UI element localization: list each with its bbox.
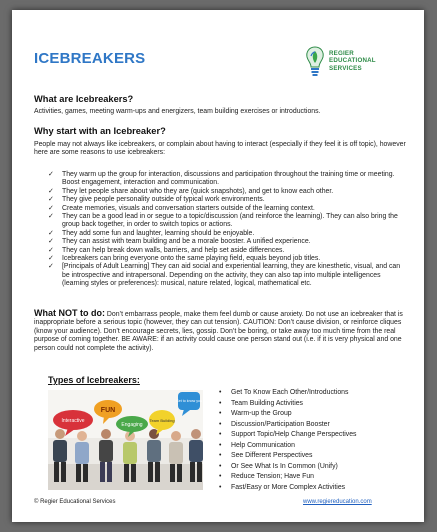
bullet-icon: • — [219, 399, 222, 407]
type-item: • Or See What Is In Common (Unify) — [219, 462, 357, 473]
what-body: Activities, games, meeting warm-ups and energizers, team building exercises or introductions. — [34, 108, 321, 115]
type-item: • Fast/Easy or More Complex Activities — [219, 483, 357, 494]
type-item: • Warm-up the Group — [219, 409, 357, 420]
bullet-icon: • — [219, 483, 222, 491]
website-link[interactable]: www.regiereducation.com — [303, 499, 372, 505]
checkmark-icon: ✓ — [48, 187, 54, 195]
copyright-text: © Regier Educational Services — [34, 499, 116, 505]
reason-item: ✓ Icebreakers can bring everyone onto the same playing field, equals beyond job titles. — [48, 255, 321, 263]
type-item: • Discussion/Participation Booster — [219, 420, 357, 431]
reason-item: ✓ They can help break down walls, barriers, and help set aside differences. — [48, 246, 285, 254]
reasons-list — [46, 171, 402, 289]
bullet-icon: • — [219, 462, 222, 470]
reason-item: ✓ [Principals of Adult Learning] They can aid social and experiential learning, they are kinesthetic, visual, and can be introspective and intrapersonal. Depending on the activity, they can also tap into multiple intelligences (learning styles or preferences): musical, nature related, logical, mathematical etc. — [48, 263, 401, 288]
document-page — [12, 10, 424, 522]
reason-item: ✓ They let people share about who they are (quick snapshots), and get to know each other. — [48, 187, 334, 195]
bullet-icon: • — [219, 431, 222, 438]
what-not-body: Don’t embarrass people, make them feel dumb or cause anxiety. Do not use an icebreaker that is inappropriate before a serious topic (however, they can cut tension). CAUTION: Don’t cause division, or reinforce cliques (know your audience). Don’t encourage secrets, lies, gossip. Don’t be boring, or take away too much time from the real purpose of coming together. BE AWARE: if an activity could cause one person stand out (i.e. if it is very physical and one person could not complete the activity). — [34, 311, 403, 352]
reason-item: ✓ They can assist with team building and be a morale booster. A unified experience. — [48, 238, 311, 246]
checkmark-icon: ✓ — [48, 255, 54, 263]
bullet-icon: • — [219, 420, 222, 428]
checkmark-icon: ✓ — [48, 213, 54, 221]
type-item: • Support Topic/Help Change Perspectives — [219, 430, 357, 441]
reason-item: ✓ Create memories, visuals and conversation starters outside of the learning context. — [48, 204, 315, 212]
page-title: ICEBREAKERS — [34, 50, 146, 67]
svg-text:Interactive: Interactive — [61, 418, 85, 424]
logo-line-1: REGIER — [329, 50, 354, 57]
what-heading: What are Icebreakers? — [34, 94, 134, 104]
what-not-heading: What NOT to do: — [34, 308, 105, 318]
type-item: • Reduce Tension; Have Fun — [219, 472, 357, 483]
why-intro: People may not always like icebreakers, or complain about having to interact (especially if they feel it is off topic), however here are some reasons to use icebreakers: — [34, 141, 406, 157]
what-not-paragraph — [34, 309, 406, 353]
reason-item: ✓ They can be a good lead in or segue to a topic/discussion (and reinforce the learning). They can also bring the group back together, in order to switch topics or actions. — [48, 213, 398, 229]
bullet-icon: • — [219, 389, 222, 396]
logo-wordmark — [329, 50, 376, 72]
logo-line-2: EDUCATIONAL — [329, 57, 376, 65]
bullet-icon: • — [219, 473, 222, 480]
reason-item: ✓ They warm up the group for interaction, discussions and participation throughout the training time or meeting. Boost engagement, interaction and communication. — [48, 171, 395, 187]
team-meeting-photo — [48, 390, 203, 490]
types-list — [219, 388, 357, 493]
svg-text:FUN: FUN — [100, 407, 116, 414]
type-item: • Team Building Activities — [219, 399, 357, 410]
checkmark-icon: ✓ — [48, 196, 54, 204]
svg-text:Get to know you: Get to know you — [176, 399, 202, 403]
lightbulb-logo-icon — [305, 45, 325, 81]
bullet-icon: • — [219, 452, 222, 459]
svg-text:Team Building: Team Building — [149, 418, 175, 423]
company-logo — [305, 45, 415, 85]
bullet-icon: • — [219, 441, 222, 449]
svg-text:Engaging: Engaging — [121, 422, 143, 428]
checkmark-icon: ✓ — [48, 263, 54, 271]
type-item: • Help Communication — [219, 441, 357, 452]
checkmark-icon: ✓ — [48, 229, 54, 237]
reason-item: ✓ They add some fun and laughter, learning should be enjoyable. — [48, 229, 255, 237]
types-heading: Types of Icebreakers: — [48, 375, 140, 385]
reason-item: ✓ They give people personality outside of typical work environments. — [48, 196, 265, 204]
checkmark-icon: ✓ — [48, 246, 54, 254]
why-heading: Why start with an Icebreaker? — [34, 126, 166, 136]
checkmark-icon: ✓ — [48, 171, 54, 178]
checkmark-icon: ✓ — [48, 238, 54, 246]
bullet-icon: • — [219, 410, 222, 417]
logo-line-3: SERVICES — [329, 64, 362, 72]
checkmark-icon: ✓ — [48, 204, 54, 212]
type-item: • Get To Know Each Other/Introductions — [219, 388, 357, 399]
type-item: • See Different Perspectives — [219, 451, 357, 462]
